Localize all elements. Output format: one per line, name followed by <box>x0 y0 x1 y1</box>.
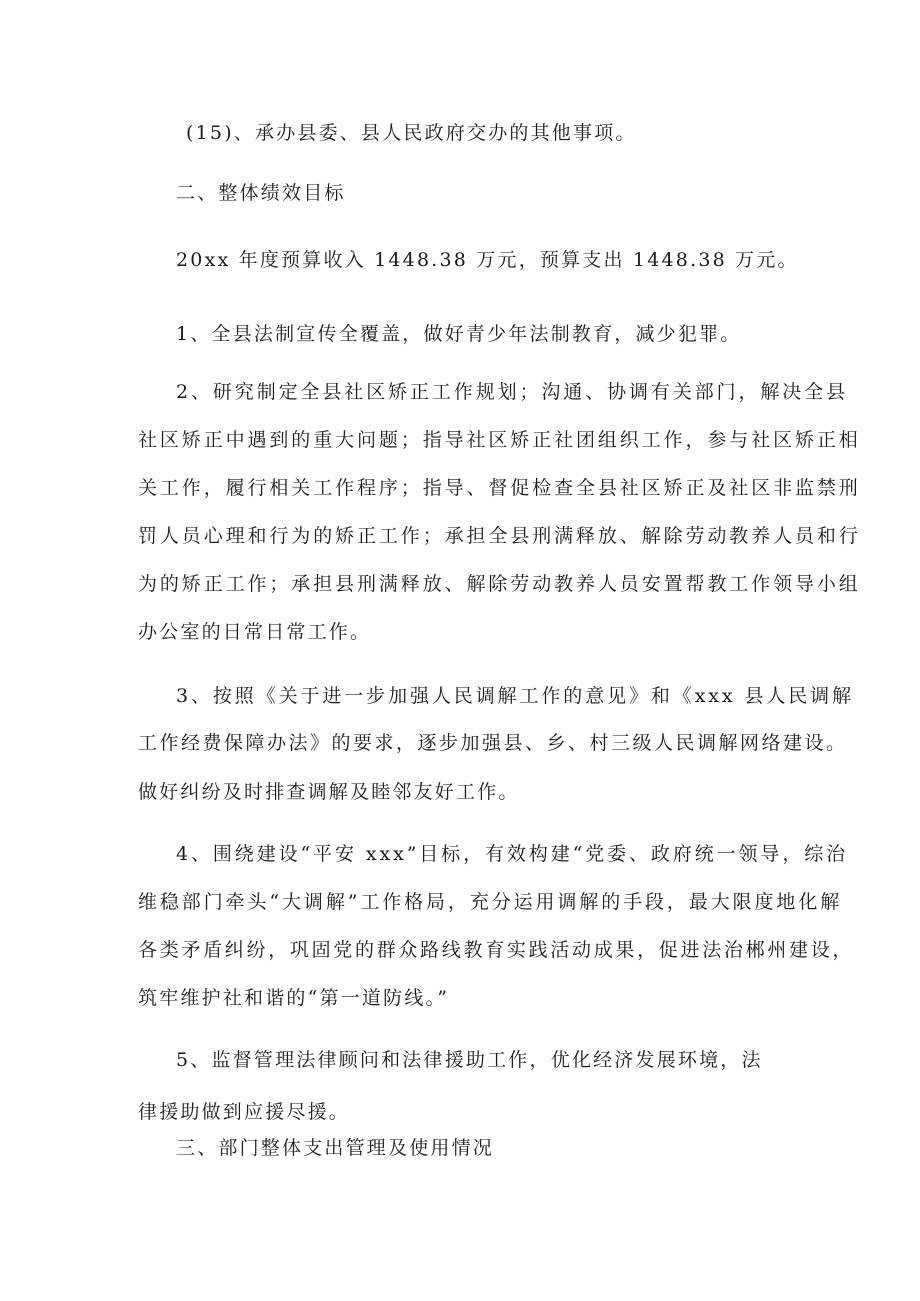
goal-5-line-1: 5、监督管理法律顾问和法律援助工作，优化经济发展环境，法 <box>176 1049 763 1071</box>
section-heading-3: 三、部门整体支出管理及使用情况 <box>176 1137 495 1159</box>
budget-summary: 20xx 年度预算收入 1448.38 万元，预算支出 1448.38 万元。 <box>176 249 799 271</box>
goal-2-line-5: 为的矫正工作；承担县刑满释放、解除劳动教养人员安置帮教工作领导小组 <box>138 573 861 595</box>
goal-3-line-3: 做好纠纷及时排查调解及睦邻友好工作。 <box>138 781 520 803</box>
section-heading-2: 二、整体绩效目标 <box>176 182 346 204</box>
goal-5-line-2: 律援助做到应援尽援。 <box>138 1101 351 1123</box>
goal-4-line-3: 各类矛盾纠纷，巩固党的群众路线教育实践活动成果，促进法治郴州建设， <box>138 939 855 961</box>
goal-4-line-4: 筑牢维护社和谐的“第一道防线。” <box>138 987 450 1009</box>
goal-3-line-2: 工作经费保障办法》的要求，逐步加强县、乡、村三级人民调解网络建设。 <box>138 732 848 754</box>
goal-2-line-3: 关工作，履行相关工作程序；指导、督促检查全县社区矫正及社区非监禁刑 <box>138 477 861 499</box>
goal-2-line-6: 办公室的日常日常工作。 <box>138 621 372 643</box>
goal-4-line-1: 4、围绕建设“平安 xxx”目标，有效构建“党委、政府统一领导，综治 <box>176 843 849 865</box>
goal-2-line-4: 罚人员心理和行为的矫正工作；承担全县刑满释放、解除劳动教养人员和行 <box>138 525 861 547</box>
goal-3-line-1: 3、按照《关于进一步加强人民调解工作的意见》和《xxx 县人民调解 <box>176 685 854 707</box>
goal-4-line-2: 维稳部门牵头“大调解”工作格局，充分运用调解的手段，最大限度地化解 <box>138 891 843 913</box>
goal-2-line-2: 社区矫正中遇到的重大问题；指导社区矫正社团组织工作，参与社区矫正相 <box>138 429 861 451</box>
goal-1: 1、全县法制宣传全覆盖，做好青少年法制教育，减少犯罪。 <box>176 323 742 345</box>
goal-2-line-1: 2、研究制定全县社区矫正工作规划；沟通、协调有关部门，解决全县 <box>176 381 848 403</box>
item-15-text: (15)、承办县委、县人民政府交办的其他事项。 <box>186 122 637 144</box>
